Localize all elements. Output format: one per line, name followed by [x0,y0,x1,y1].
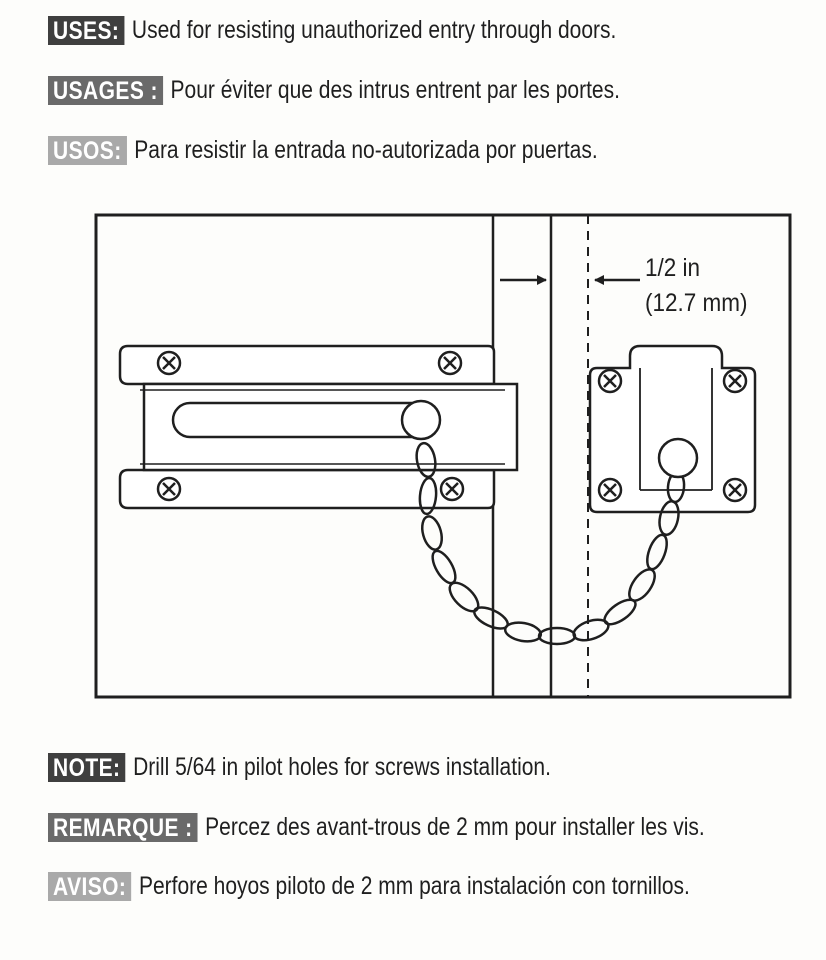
receiver-knob [659,439,697,477]
uses-text-fr: Pour éviter que des intrus entrent par les portes. [170,76,620,104]
uses-text-en: Used for resisting unauthorized entry through doors. [131,16,617,44]
note-tag-es: AVISO: [48,872,131,901]
note-text-fr: Percez des avant-trous de 2 mm pour installer les vis. [205,813,705,841]
note-text-es: Perfore hoyos piloto de 2 mm para instalación con tornillos. [138,872,690,900]
slide-track-plate [120,346,517,508]
note-tag-en: NOTE: [48,753,126,782]
note-line-en [48,752,551,782]
uses-tag-es: USOS: [48,136,127,165]
uses-line-en [48,15,616,45]
note-line-fr [48,812,705,842]
uses-tag-fr: USAGES : [48,76,163,105]
dimension-label-metric: (12.7 mm) [645,288,748,318]
note-text-en: Drill 5/64 in pilot holes for screws installation. [133,753,551,781]
note-line-es [48,871,690,901]
door-chain-diagram [0,200,826,720]
uses-line-fr [48,75,620,105]
uses-tag-en: USES: [48,16,124,45]
uses-text-es: Para resistir la entrada no-autorizada por puertas. [134,136,598,164]
uses-line-es [48,135,598,165]
receiver-plate [590,346,755,512]
slide-knob [402,401,440,439]
note-tag-fr: REMARQUE : [48,813,198,842]
dimension-label-imperial: 1/2 in [645,253,701,283]
